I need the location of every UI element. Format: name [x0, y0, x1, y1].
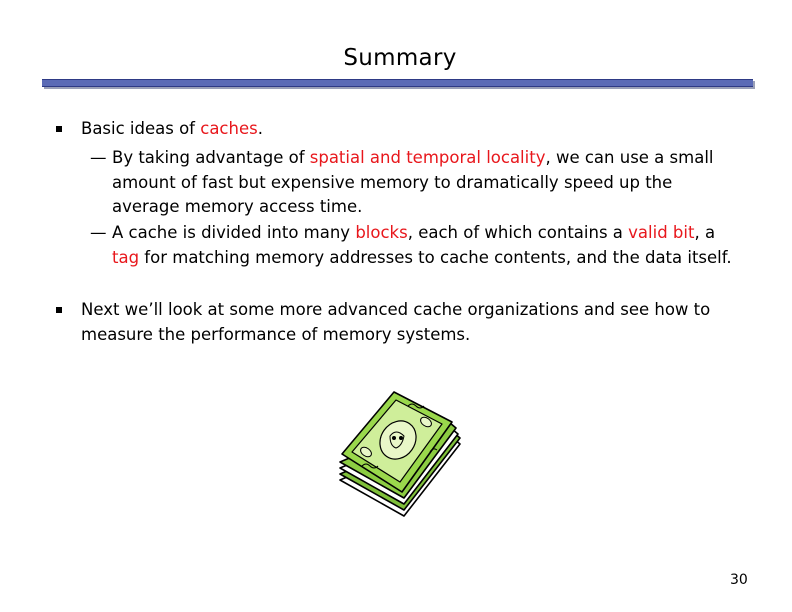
sub-text: , we can use a small amount of fast but expensive memory to dramatically speed up the average memory access time. [112, 148, 714, 216]
sub-item-blocks [90, 221, 742, 270]
bullet-text: Basic ideas of [81, 119, 201, 138]
sub-text: By taking advantage of [112, 148, 310, 167]
sub-text: A cache is divided into many [112, 223, 356, 242]
highlight-term: tag [112, 247, 140, 267]
bullet-text: Next we’ll look at some more advanced cache organizations and see how to measure the performance of memory systems. [81, 300, 711, 344]
sub-item-locality [90, 146, 742, 220]
square-bullet-icon [56, 307, 62, 313]
sub-text: , a [694, 223, 716, 242]
bullet-item-caches [81, 117, 746, 142]
highlight-term: caches [200, 119, 258, 138]
sub-text: , each of which contains a [407, 223, 629, 242]
title-underline [42, 79, 753, 87]
page-number: 30 [730, 572, 748, 588]
square-bullet-icon [56, 126, 62, 132]
bullet-text: . [257, 119, 263, 138]
highlight-term: blocks [355, 223, 408, 242]
bullet-item-next [81, 298, 746, 347]
dash-marker: — [90, 148, 107, 167]
highlight-term: valid bit [628, 223, 695, 242]
sub-text: for matching memory addresses to cache contents, and the data itself. [139, 247, 732, 267]
money-stack-icon [332, 388, 467, 523]
dash-marker: — [90, 223, 107, 242]
slide-title: Summary [343, 45, 457, 71]
highlight-term: spatial and temporal locality [309, 148, 546, 167]
